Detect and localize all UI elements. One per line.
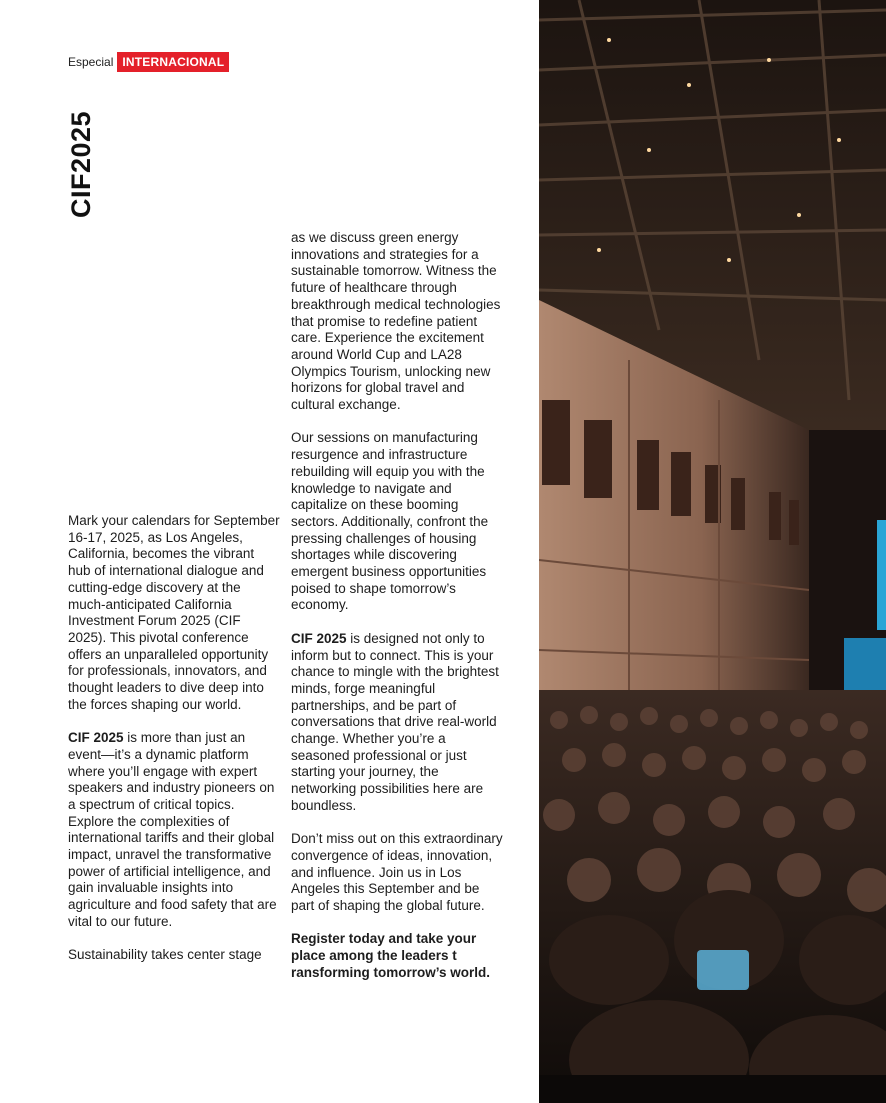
paragraph: Sustainability takes center stage xyxy=(68,947,262,963)
cta-line: ransforming tomorrow’s world. xyxy=(291,964,491,980)
photo-illustration xyxy=(539,0,886,1103)
paragraph-text: is designed not only to inform but to connect. This is your chance to mingle with the brightest minds, forge meaningful partnerships, and be part of conversations that drive real-world change. Whether you’re a seasoned professional or just starting your journey, the networking possibilities here are boundless. xyxy=(291,630,499,813)
paragraph: Our sessions on manufacturing resurgence and infrastructure rebuilding will equip you with the knowledge to navigate and capitalize on these booming sectors. Additionally, confront the pressing challenges of housing shortages while discovering emergent business opportunities poised to shape tomorrow’s economy. xyxy=(291,430,489,613)
section-badge: INTERNACIONAL xyxy=(117,52,229,72)
paragraph: Mark your calendars for September 16-17, 2025, as Los Angeles, California, becomes the vibrant hub of international dialogue and cutting-edge discovery at the much-anticipated California Investment Forum 2025 (CIF 2025). This pivotal conference offers an unparalleled opportunity for professionals, innovators, and thought leaders to dive deep into the forces shaping our world. xyxy=(68,513,280,712)
cta-line: place among the leaders t xyxy=(291,948,457,964)
text-column-2 xyxy=(291,230,505,982)
bold-lead: CIF 2025 xyxy=(291,630,347,646)
bold-lead: CIF 2025 xyxy=(68,730,124,746)
call-to-action xyxy=(291,931,505,981)
section-label: Especial xyxy=(68,55,114,69)
paragraph-text: is more than just an event—it’s a dynamic platform where you’ll engage with expert speakers and industry pioneers on a spectrum of critical topics. Explore the complexities of international tariffs and their global impact, unravel the transformative power of artificial intelligence, and gain invaluable insights into agriculture and food safety that are vital to our future. xyxy=(68,730,277,929)
paragraph: as we discuss green energy innovations and strategies for a sustainable tomorrow. Witness the future of healthcare through breakthrough medical technologies that promise to redefine patient care. Experience the excitement around World Cup and LA28 Olympics Tourism, unlocking new horizons for global travel and cultural exchange. xyxy=(291,230,501,413)
text-column-1 xyxy=(68,513,280,964)
cta-line: Register today and take your xyxy=(291,931,477,947)
section-header xyxy=(68,52,229,72)
paragraph xyxy=(68,730,280,930)
paragraph xyxy=(291,631,505,815)
vertical-title: CIF2025 xyxy=(66,110,96,218)
conference-hall-photo xyxy=(539,0,886,1103)
paragraph: Don’t miss out on this extraordinary convergence of ideas, innovation, and influence. Join us in Los Angeles this September and be part of shaping the global future. xyxy=(291,831,503,914)
